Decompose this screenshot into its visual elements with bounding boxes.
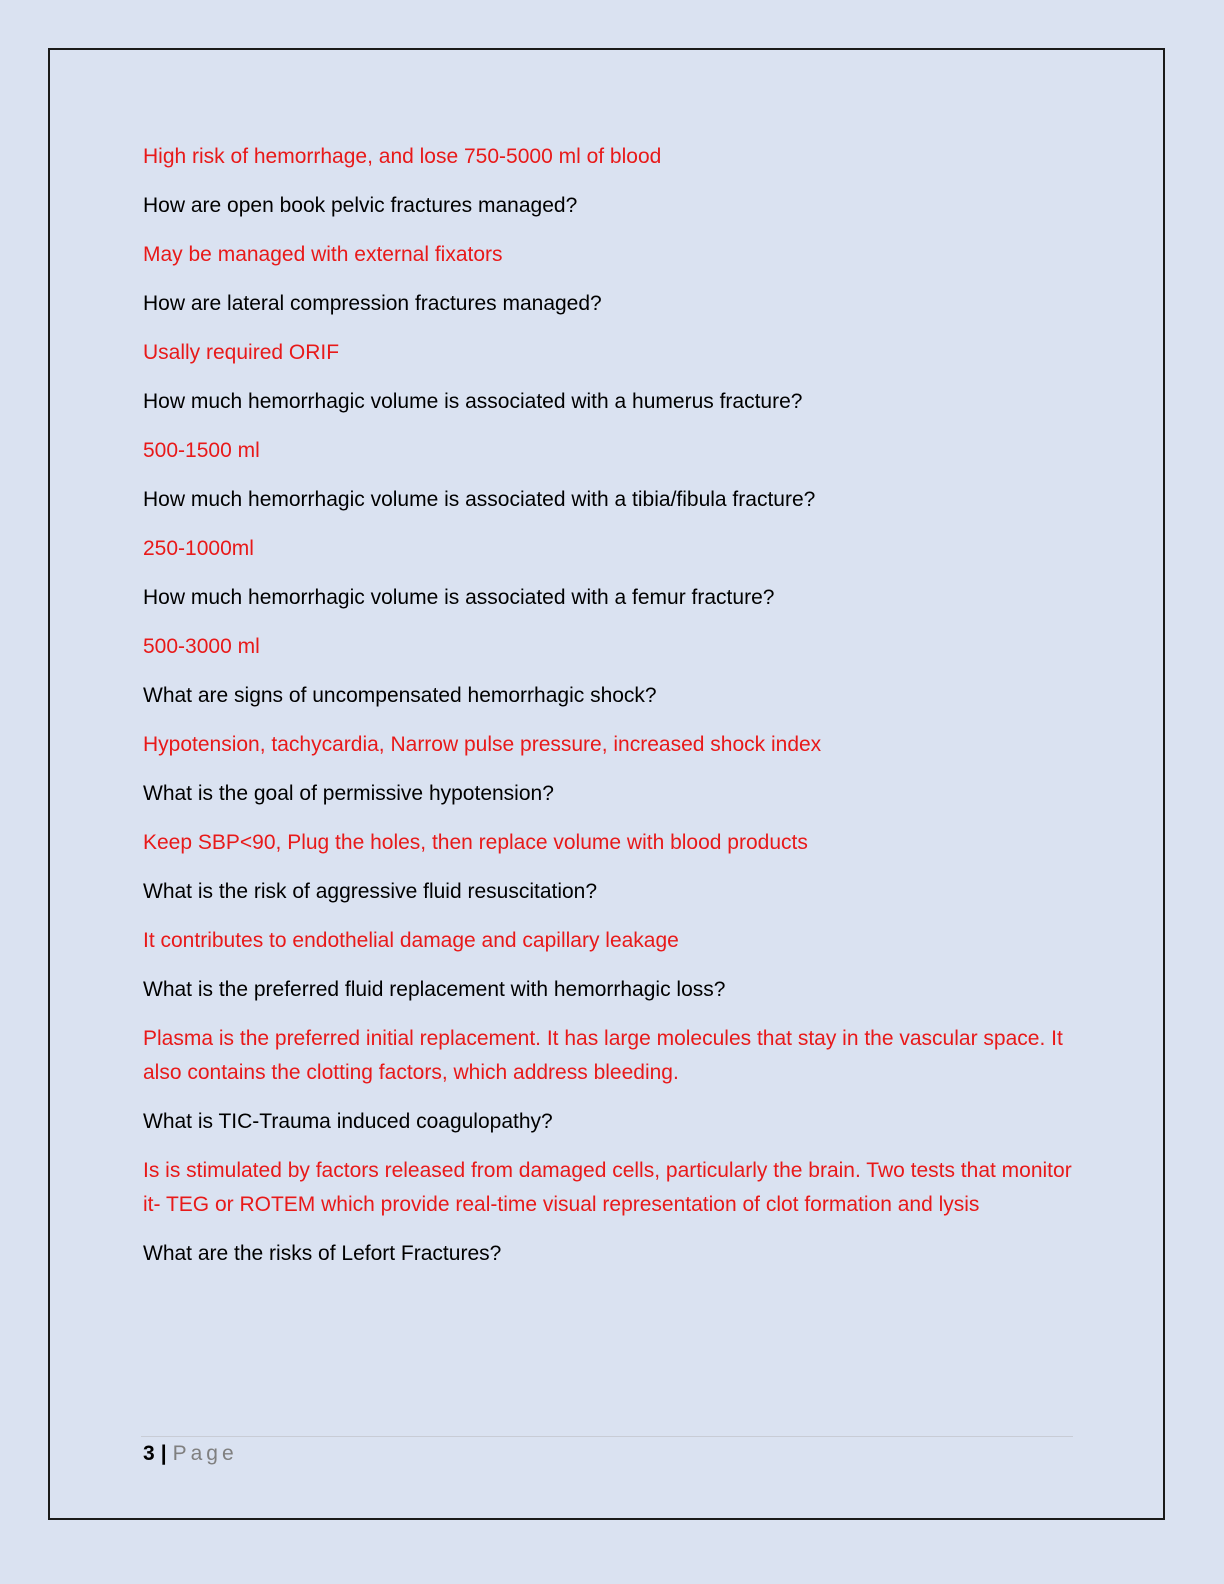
page-number: 3 — [143, 1442, 155, 1465]
answer-paragraph: Plasma is the preferred initial replacement. It has large molecules that stay in the vascular space. It also contains the clotting factors, which address bleeding. — [143, 1027, 1063, 1084]
answer-paragraph: It contributes to endothelial damage and capillary leakage — [143, 929, 679, 952]
answer-paragraph: Hypotension, tachycardia, Narrow pulse pressure, increased shock index — [143, 733, 822, 756]
answer-paragraph: 500-3000 ml — [143, 635, 260, 658]
footer-separator: | — [160, 1442, 167, 1465]
answer-paragraph: Is is stimulated by factors released from damaged cells, particularly the brain. Two tests that monitor it- TEG or ROTEM which provide real-time visual representation of clot formation and lysis — [143, 1159, 1072, 1216]
question-paragraph: What are signs of uncompensated hemorrhagic shock? — [143, 684, 657, 707]
answer-paragraph: Usally required ORIF — [143, 341, 340, 364]
document-body — [143, 140, 1073, 1286]
question-paragraph: How much hemorrhagic volume is associated with a femur fracture? — [143, 586, 775, 609]
question-paragraph: How are open book pelvic fractures managed? — [143, 194, 578, 217]
question-paragraph: What is the risk of aggressive fluid resuscitation? — [143, 880, 598, 903]
answer-paragraph: 500-1500 ml — [143, 439, 260, 462]
footer-divider — [141, 1436, 1073, 1437]
answer-paragraph: May be managed with external fixators — [143, 243, 503, 266]
question-paragraph: How are lateral compression fractures managed? — [143, 292, 602, 315]
answer-paragraph: Keep SBP<90, Plug the holes, then replace volume with blood products — [143, 831, 808, 854]
page-label: Page — [172, 1442, 238, 1465]
answer-paragraph: High risk of hemorrhage, and lose 750-5000 ml of blood — [143, 145, 662, 168]
question-paragraph: What are the risks of Lefort Fractures? — [143, 1242, 502, 1265]
answer-paragraph: 250-1000ml — [143, 537, 254, 560]
question-paragraph: How much hemorrhagic volume is associated with a humerus fracture? — [143, 390, 803, 413]
question-paragraph: What is the goal of permissive hypotension? — [143, 782, 554, 805]
page-footer — [143, 1438, 238, 1470]
question-paragraph: What is TIC-Trauma induced coagulopathy? — [143, 1110, 553, 1133]
question-paragraph: What is the preferred fluid replacement with hemorrhagic loss? — [143, 978, 726, 1001]
question-paragraph: How much hemorrhagic volume is associated with a tibia/fibula fracture? — [143, 488, 816, 511]
